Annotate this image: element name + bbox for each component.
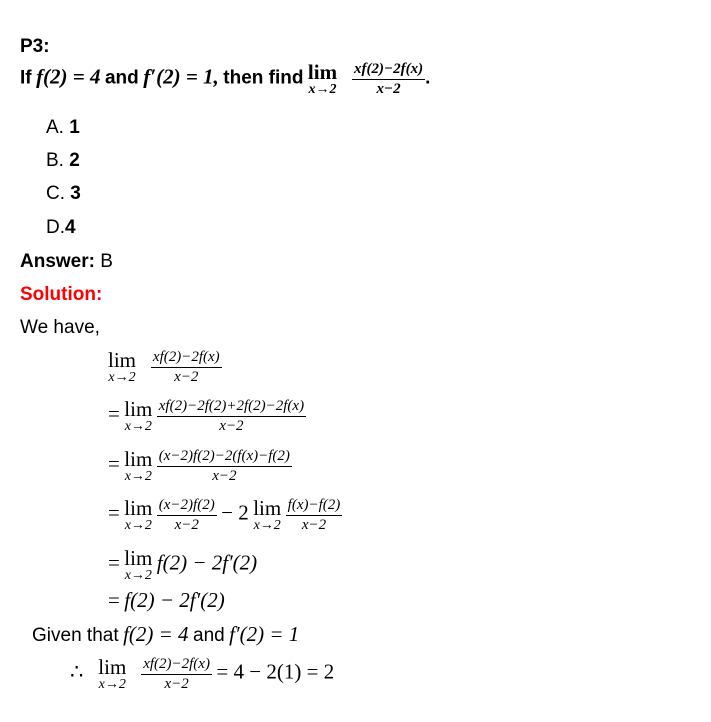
question-cond1: f(2) = 4 xyxy=(36,64,101,89)
solution-step-2: = lim x→2 $\frac{xf(2)-2f(2)+2f(2)-2f(x)}{x-2}$ xyxy=(108,397,305,434)
question-if: If xyxy=(20,67,32,89)
option-c: C. 3 xyxy=(46,183,81,204)
solution-step-4: = lim x→2 $\frac{(x-2)f(2)}{x-2}$ − 2 lim x→2 $\frac{f(x)-f(2)}{x-2}$ xyxy=(108,496,341,533)
solution-step-6: = f(2) − 2f′(2) xyxy=(108,588,225,612)
problem-label: P3: xyxy=(20,36,50,57)
solution-step-3: = lim x→2 $\frac{(x-2)f(2)-2(f(x)-f(2)}{x-2}$ xyxy=(108,447,290,484)
solution-step-5: = lim x→2 f(2) − 2f′(2) xyxy=(108,546,258,583)
question: If f(2) = 4 and f′(2) = 1, then find lim x→2 $\frac{xf(2)-2f(x)}{x-2}$ . xyxy=(20,60,431,97)
question-cond2: f′(2) = 1, xyxy=(143,64,219,89)
question-limit: lim x→2 xyxy=(307,60,338,97)
option-d: D.4 xyxy=(46,217,76,238)
final-result: ∴ lim x→2 $\frac{xf(2)-2f(x)}{x-2}$ = 4 − 2(1) = 2 xyxy=(70,655,335,692)
question-then: then find xyxy=(223,67,304,89)
option-a: A. 1 xyxy=(46,117,80,138)
answer: Answer: B xyxy=(20,251,113,272)
solution-step-1: lim x→2 $\frac{xf(2)-2f(x)}{x-2}$ xyxy=(108,348,220,385)
option-b: B. 2 xyxy=(46,150,80,171)
solution-intro: We have, xyxy=(20,317,100,338)
given-statement: Given that f(2) = 4 and f′(2) = 1 xyxy=(32,622,300,646)
solution-heading: Solution: xyxy=(20,284,103,305)
question-and: and xyxy=(104,67,139,89)
question-fraction: $\frac{xf(2)-2f(x)}{x-2}$ xyxy=(354,61,424,97)
therefore-symbol: ∴ xyxy=(70,659,84,684)
